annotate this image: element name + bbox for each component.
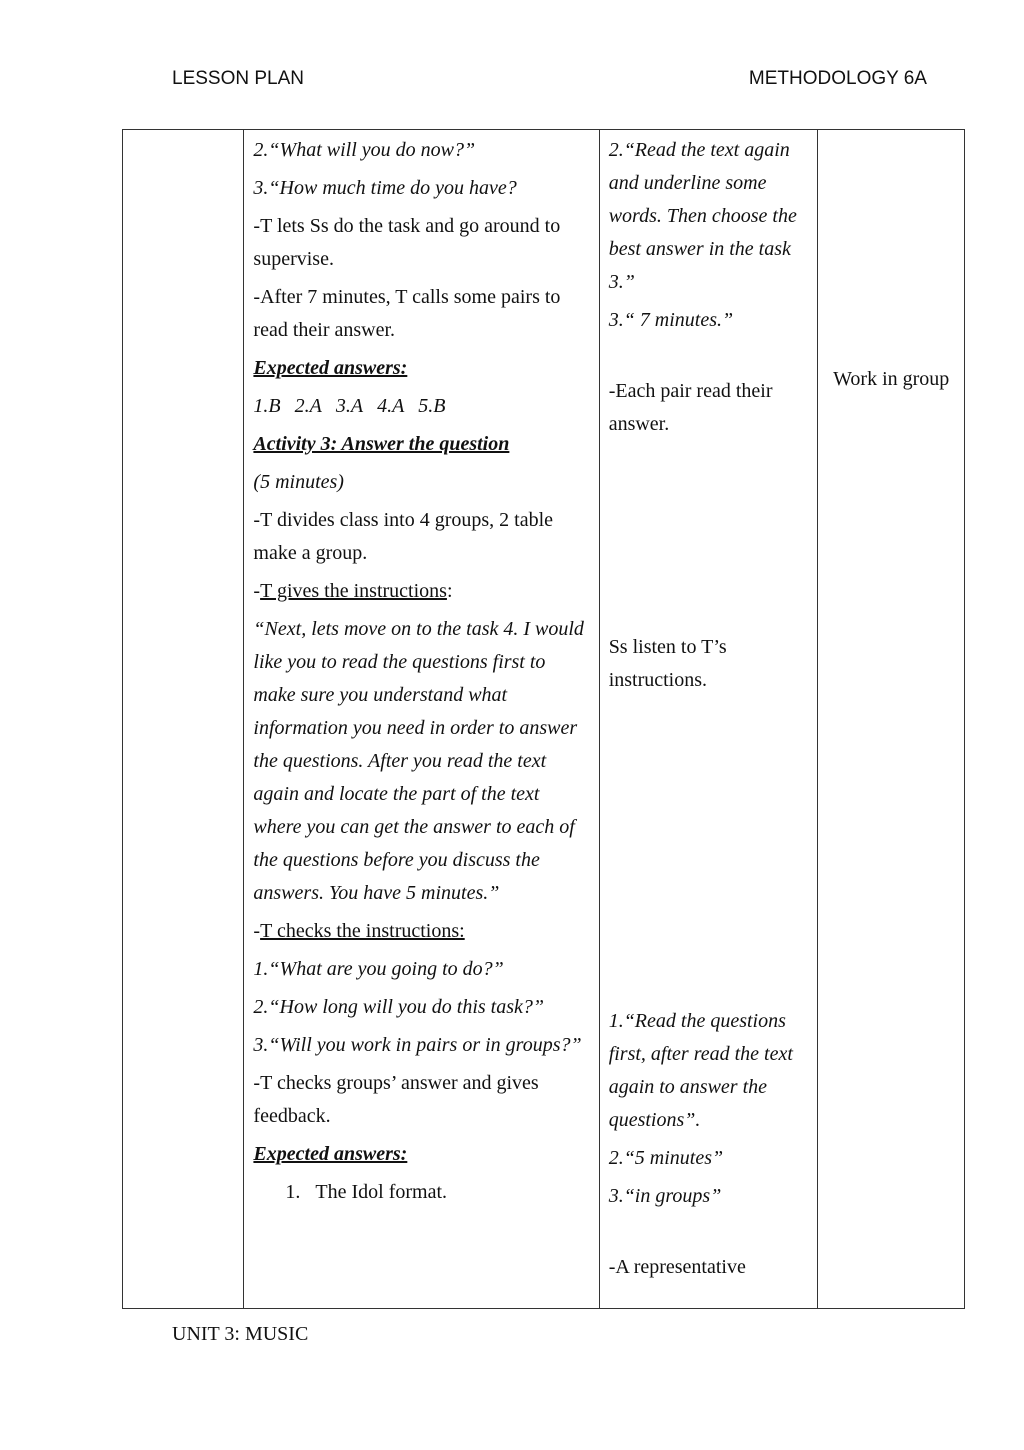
student-response-2: 2.“Read the text again and underline some words. Then choose the best answer in the task 3.” bbox=[608, 139, 797, 293]
answer-item: 4.A bbox=[377, 395, 405, 417]
student-answer-2: 2.“5 minutes” bbox=[608, 1147, 724, 1169]
checks-instructions-label: T checks the instructions: bbox=[260, 920, 465, 942]
lesson-plan-table bbox=[122, 129, 965, 1309]
interaction-mode-cell bbox=[818, 130, 965, 1309]
check-question-2: 2.“How long will you do this task?” bbox=[253, 996, 545, 1018]
header-left: LESSON PLAN bbox=[172, 68, 304, 89]
list-item: 1. The Idol format. bbox=[285, 1181, 448, 1203]
expected-answers-label-2: Expected answers: bbox=[253, 1143, 408, 1165]
teacher-activities-cell bbox=[244, 130, 599, 1309]
teacher-after-7-minutes: -After 7 minutes, T calls some pairs to read their answer. bbox=[253, 286, 561, 341]
check-question-3: 3.“Will you work in pairs or in groups?” bbox=[253, 1034, 582, 1056]
teacher-checks-instructions: -T checks the instructions: bbox=[253, 920, 465, 942]
student-representative: -A representative bbox=[608, 1256, 746, 1278]
interaction-mode: Work in group bbox=[833, 368, 950, 390]
teacher-gives-instructions: -T gives the instructions: bbox=[253, 580, 453, 602]
instruction-quote: “Next, lets move on to the task 4. I would like you to read the questions first to make sure you understand what information you need in order to answer the questions. After you read the text again and locate the part of the text where you can get the answer to each of the questions before you discuss the answers. You have 5 minutes.” bbox=[253, 618, 584, 904]
answer-item: 5.B bbox=[418, 395, 446, 417]
student-pair-read: -Each pair read their answer. bbox=[608, 380, 773, 435]
table-row bbox=[123, 130, 965, 1309]
student-activities-cell bbox=[599, 130, 818, 1309]
gives-instructions-label: T gives the instructions bbox=[260, 580, 447, 602]
answer-item: 2.A bbox=[294, 395, 322, 417]
stage-cell bbox=[123, 130, 244, 1309]
activity-3-time: (5 minutes) bbox=[253, 471, 344, 493]
answer-item: 3.A bbox=[335, 395, 364, 417]
teacher-feedback: -T checks groups’ answer and gives feedback. bbox=[253, 1072, 539, 1127]
page-footer: UNIT 3: MUSIC bbox=[172, 1323, 309, 1345]
student-answer-3: 3.“in groups” bbox=[608, 1185, 722, 1207]
expected-answers-row bbox=[253, 390, 590, 423]
header-right: METHODOLOGY 6A bbox=[748, 68, 927, 89]
activity-3-title: Activity 3: Answer the question bbox=[253, 433, 510, 455]
student-listen: Ss listen to T’s instructions. bbox=[608, 636, 727, 691]
student-answer-1: 1.“Read the questions first, after read the text again to answer the questions”. bbox=[608, 1010, 793, 1131]
teacher-divides-class: -T divides class into 4 groups, 2 table make a group. bbox=[253, 509, 554, 564]
check-question-1: 1.“What are you going to do?” bbox=[253, 958, 504, 980]
expected-answers-label: Expected answers: bbox=[253, 357, 408, 379]
teacher-supervise: -T lets Ss do the task and go around to supervise. bbox=[253, 215, 561, 270]
student-response-3: 3.“ 7 minutes.” bbox=[608, 309, 734, 331]
answer-item: 1.B bbox=[253, 395, 281, 417]
teacher-question-3: 3.“How much time do you have? bbox=[253, 177, 517, 199]
teacher-question-2: 2.“What will you do now?” bbox=[253, 139, 476, 161]
